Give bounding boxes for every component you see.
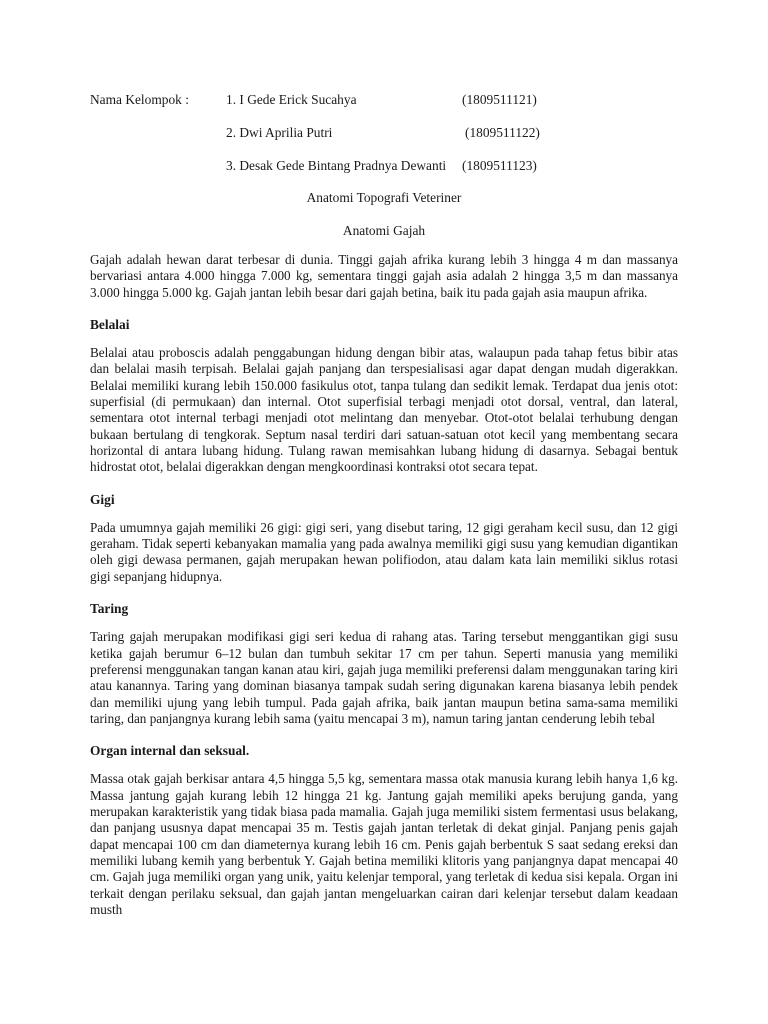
section-text-taring: Taring gajah merupakan modifikasi gigi seri kedua di rahang atas. Taring tersebut menggantikan gigi susu ketika gajah berumur 6–12 bulan dan tumbuh sekitar 17 cm per tahun. Seperti manusia yang memiliki preferensi menggunakan tangan kanan atau kiri, gajah juga memiliki preferensi dalam menggunakan taring kiri atau kanannya. Taring yang dominan biasanya tampak sudah sering digunakan karena biasanya lebih pendek dan memiliki ujung yang lebih tumpul. Pada gajah afrika, baik jantan maupun betina sama-sama memiliki taring, dan panjangnya kurang lebih sama (yaitu mencapai 3 m), namun taring jantan cenderung lebih tebal [90,629,678,726]
section-heading-taring: Taring [90,601,129,617]
member-nim: (1809511122) [465,125,540,140]
group-label: Nama Kelompok : [90,92,189,107]
member-name: 3. Desak Gede Bintang Pradnya Dewanti [226,158,447,173]
intro-paragraph: Gajah adalah hewan darat terbesar di dunia. Tinggi gajah afrika kurang lebih 3 hingga 4 m dan massanya bervariasi antara 4.000 hingga 7.000 kg, sementara tinggi gajah asia adalah 2 hingga 3,5 m dan massanya 3.000 hingga 5.000 kg. Gajah jantan lebih besar dari gajah betina, baik itu pada gajah asia maupun afrika. [90,252,678,300]
member-nim: (1809511121) [462,92,537,107]
course-subject: Anatomi Topografi Veteriner [306,190,462,205]
section-text-gigi: Pada umumnya gajah memiliki 26 gigi: gigi seri, yang disebut taring, 12 gigi geraham kecil susu, dan 12 gigi geraham. Tidak seperti kebanyakan mamalia yang pada awalnya memiliki gigi susu yang kemudian digantikan oleh gigi dewasa permanen, gajah merupakan hewan polifiodon, atau dalam kata lain memiliki siklus rotasi gigi sepanjang hidupnya. [90,519,678,584]
member-name: 1. I Gede Erick Sucahya [226,92,357,107]
section-text-belalai: Belalai atau proboscis adalah penggabungan hidung dengan bibir atas, walaupun pada tahap fetus bibir atas dan belalai masih terpisah. Belalai gajah panjang dan terspesialisasi agar dapat dengan mudah digerakkan. Belalai memiliki kurang lebih 150.000 fasikulus otot, tanpa tulang dan sedikit lemak. Terdapat dua jenis otot: superfisial (di permukaan) dan internal. Otot superfisial terbagi menjadi otot dorsal, ventral, dan lateral, sementara otot internal terbagi menjadi otot melintang dan menyebar. Otot-otot belalai terhubung dengan bukaan bertulang di tengkorak. Septum nasal terdiri dari satuan-satuan otot kecil yang membentang secara horizontal di antara lubang hidung. Tulang rawan memisahkan lubang hidung di dasarnya. Sebagai bentuk hidrostat otot, belalai digerakkan dengan mengkoordinasi kontraksi otot secara tepat. [90,345,678,475]
member-name: 2. Dwi Aprilia Putri [226,125,333,140]
section-text-organ: Massa otak gajah berkisar antara 4,5 hingga 5,5 kg, sementara massa otak manusia kurang lebih hanya 1,6 kg. Massa jantung gajah kurang lebih 12 hingga 21 kg. Jantung gajah memiliki apeks berujung ganda, yang merupakan karakteristik yang tidak biasa pada mamalia. Gajah juga memiliki sistem fermentasi usus belakang, dan panjang ususnya dapat mencapai 35 m. Testis gajah jantan terletak di dekat ginjal. Panjang penis gajah dapat mencapai 100 cm dan diameternya kurang lebih 16 cm. Penis gajah berbentuk S saat sedang ereksi dan memiliki lubang kemih yang berbentuk Y. Gajah betina memiliki klitoris yang panjangnya dapat mencapai 40 cm. Gajah juga memiliki organ yang unik, yaitu kelenjar temporal, yang terletak di kedua sisi kepala. Organ ini terkait dengan perilaku seksual, dan gajah jantan mengeluarkan cairan dari kelenjar tersebut dalam keadaan musth [90,771,678,917]
section-heading-organ: Organ internal dan seksual. [90,743,250,759]
section-heading-gigi: Gigi [90,491,115,507]
document-title: Anatomi Gajah [342,223,426,238]
document-body [90,252,678,934]
section-heading-belalai: Belalai [90,316,130,332]
member-nim: (1809511123) [462,158,537,173]
